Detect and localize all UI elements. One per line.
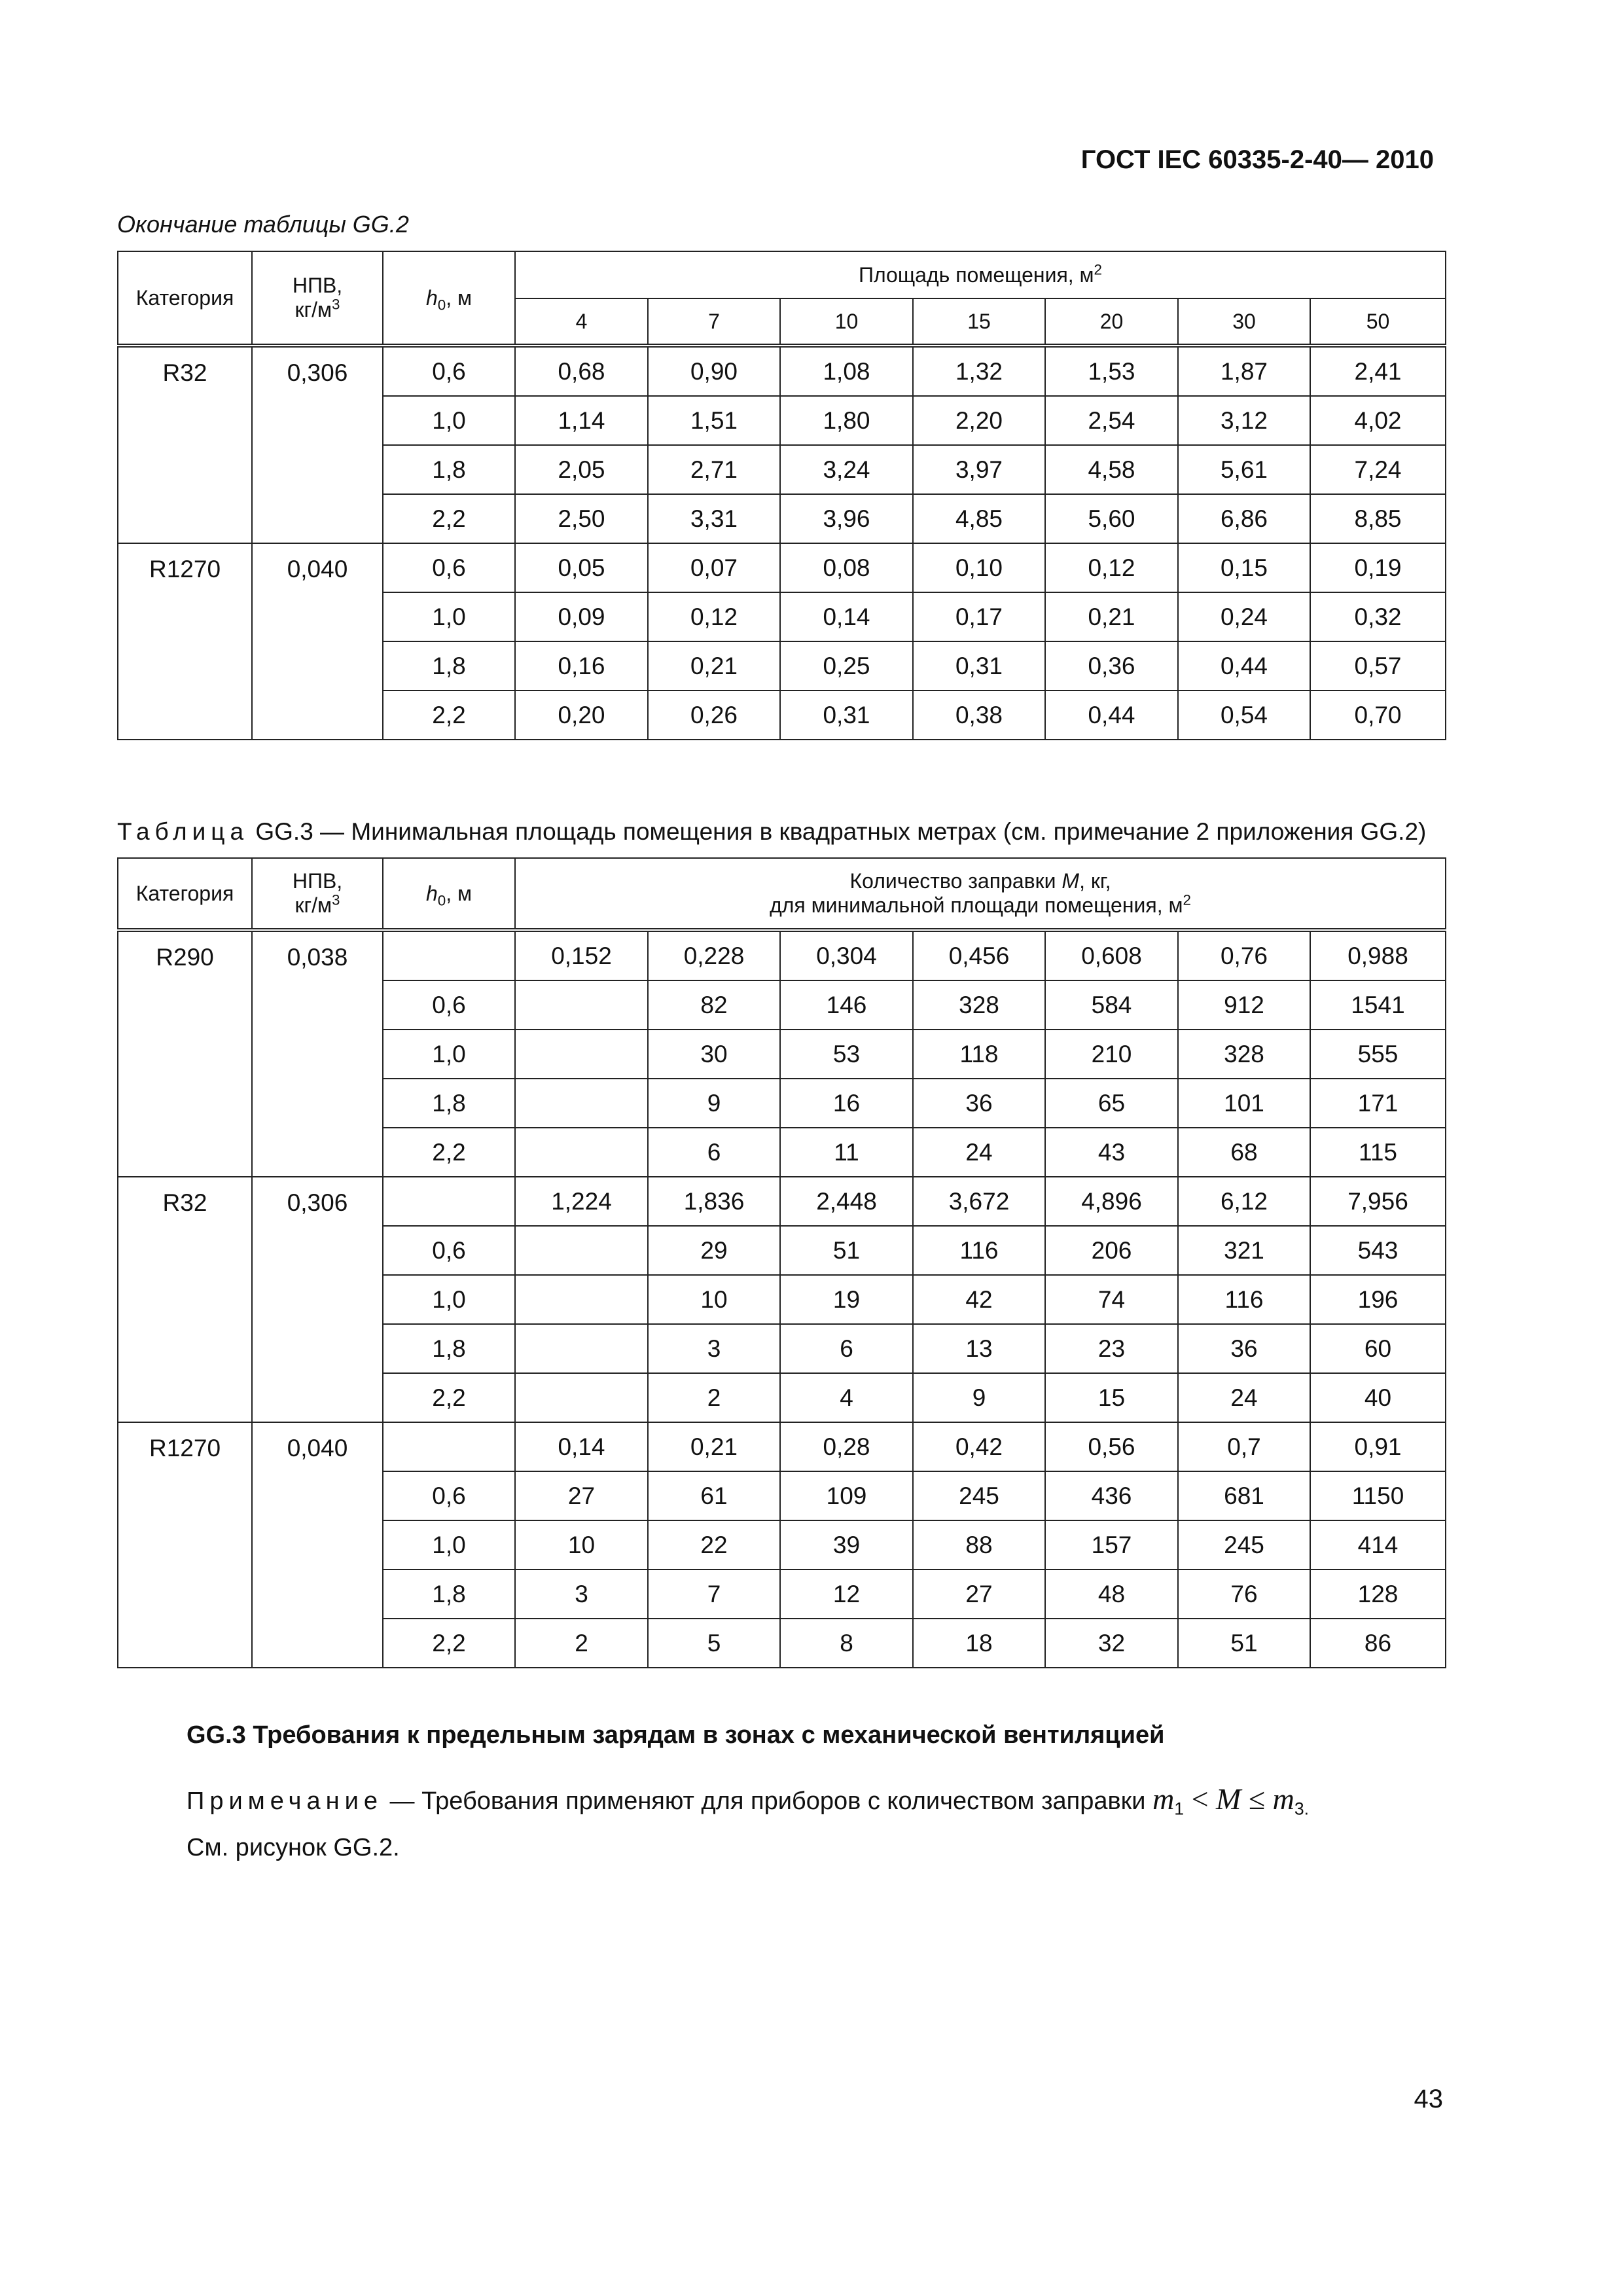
lfl-cell: 0,306	[252, 346, 383, 543]
height-cell: 1,8	[383, 1570, 515, 1619]
area-value-cell	[515, 980, 648, 1030]
charge-cell: 0,42	[913, 1422, 1045, 1471]
value-cell: 1,32	[913, 346, 1045, 396]
value-cell: 4,02	[1310, 396, 1446, 445]
value-cell: 0,05	[515, 543, 648, 592]
height-cell: 0,6	[383, 980, 515, 1030]
col-lfl-header	[252, 858, 383, 930]
value-cell: 0,14	[780, 592, 913, 641]
see-figure-link: См. рисунок GG.2.	[187, 1834, 400, 1861]
area-value-cell: 23	[1045, 1324, 1178, 1373]
charge-cell: 0,456	[913, 930, 1045, 980]
value-cell: 2,41	[1310, 346, 1446, 396]
section-title: GG.3 Требования к предельным зарядам в зонах с механической вентиляцией	[187, 1721, 1165, 1749]
h-subscript: 0	[437, 891, 446, 908]
value-cell: 5,61	[1178, 445, 1310, 494]
value-cell: 0,31	[780, 691, 913, 740]
value-cell: 4,58	[1045, 445, 1178, 494]
area-value-cell: 60	[1310, 1324, 1446, 1373]
area-value-cell: 436	[1045, 1471, 1178, 1520]
lfl-cell: 0,038	[252, 930, 383, 1177]
category-cell: R290	[118, 930, 252, 1177]
value-cell: 0,44	[1178, 641, 1310, 691]
note-text: — Требования применяют для приборов с количеством заправки	[382, 1787, 1153, 1815]
area-value-cell: 206	[1045, 1226, 1178, 1275]
area-value-cell: 65	[1045, 1079, 1178, 1128]
category-cell: R32	[118, 346, 252, 543]
height-cell-empty	[383, 1177, 515, 1226]
value-cell: 1,80	[780, 396, 913, 445]
math-lt: <	[1184, 1782, 1217, 1816]
lfl-label: НПВ,	[292, 274, 343, 297]
area-group-label: Площадь помещения, м	[859, 262, 1094, 287]
value-cell: 0,25	[780, 641, 913, 691]
area-value-cell: 555	[1310, 1030, 1446, 1079]
value-cell: 0,10	[913, 543, 1045, 592]
value-cell: 0,70	[1310, 691, 1446, 740]
note	[187, 1782, 1310, 1819]
value-cell: 0,07	[648, 543, 780, 592]
table2-caption-prefix: Таблица	[117, 818, 249, 845]
charge-cell: 0,56	[1045, 1422, 1178, 1471]
lfl-unit: кг/м	[294, 298, 332, 321]
area-value-cell: 414	[1310, 1520, 1446, 1570]
charge-cell: 4,896	[1045, 1177, 1178, 1226]
value-cell: 2,20	[913, 396, 1045, 445]
height-cell: 1,0	[383, 592, 515, 641]
area-value-cell: 2	[648, 1373, 780, 1422]
math-le: ≤	[1241, 1782, 1273, 1816]
value-cell: 0,17	[913, 592, 1045, 641]
area-value-cell: 196	[1310, 1275, 1446, 1324]
table-gg3	[117, 857, 1446, 1668]
col-lfl-header	[252, 251, 383, 346]
value-cell: 1,08	[780, 346, 913, 396]
value-cell: 8,85	[1310, 494, 1446, 543]
charge-cell: 0,14	[515, 1422, 648, 1471]
table-row	[118, 543, 1446, 592]
value-cell: 4,85	[913, 494, 1045, 543]
table-row	[118, 1422, 1446, 1471]
area-value-cell: 109	[780, 1471, 913, 1520]
document-id: ГОСТ IEC 60335-2-40— 2010	[1080, 145, 1434, 174]
area-value-cell: 27	[515, 1471, 648, 1520]
area-value-cell	[515, 1030, 648, 1079]
height-cell: 1,0	[383, 1030, 515, 1079]
area-column-header: 7	[648, 298, 780, 346]
value-cell: 0,12	[1045, 543, 1178, 592]
area-value-cell: 3	[515, 1570, 648, 1619]
height-cell: 2,2	[383, 691, 515, 740]
area-value-cell: 3	[648, 1324, 780, 1373]
charge-cell: 0,28	[780, 1422, 913, 1471]
area-value-cell: 76	[1178, 1570, 1310, 1619]
value-cell: 2,71	[648, 445, 780, 494]
table2-caption-text: GG.3 — Минимальная площадь помещения в квадратных метрах (см. примечание 2 приложения GG.2)	[249, 818, 1427, 845]
math-m3: m	[1272, 1782, 1294, 1816]
value-cell: 0,57	[1310, 641, 1446, 691]
h-symbol: h	[425, 285, 438, 310]
area-value-cell: 18	[913, 1619, 1045, 1668]
category-cell: R32	[118, 1177, 252, 1422]
area-column-header: 30	[1178, 298, 1310, 346]
lfl-cell: 0,040	[252, 1422, 383, 1668]
area-value-cell	[515, 1079, 648, 1128]
area-value-cell: 68	[1178, 1128, 1310, 1177]
area-header-sup: 2	[1183, 891, 1191, 908]
height-cell: 1,8	[383, 1324, 515, 1373]
area-value-cell: 74	[1045, 1275, 1178, 1324]
area-value-cell: 1150	[1310, 1471, 1446, 1520]
table1-caption: Окончание таблицы GG.2	[117, 211, 409, 238]
height-cell: 0,6	[383, 543, 515, 592]
h-symbol: h	[425, 881, 438, 905]
value-cell: 0,31	[913, 641, 1045, 691]
area-value-cell	[515, 1324, 648, 1373]
value-cell: 0,08	[780, 543, 913, 592]
area-value-cell: 61	[648, 1471, 780, 1520]
charge-cell: 1,836	[648, 1177, 780, 1226]
value-cell: 0,26	[648, 691, 780, 740]
height-cell: 1,8	[383, 641, 515, 691]
area-value-cell: 22	[648, 1520, 780, 1570]
value-cell: 0,19	[1310, 543, 1446, 592]
area-header-text: для минимальной площади помещения, м	[770, 893, 1183, 917]
value-cell: 0,24	[1178, 592, 1310, 641]
table-row	[118, 1177, 1446, 1226]
page-number: 43	[1414, 2085, 1443, 2113]
area-value-cell: 116	[913, 1226, 1045, 1275]
value-cell: 0,68	[515, 346, 648, 396]
area-value-cell: 32	[1045, 1619, 1178, 1668]
area-value-cell: 48	[1045, 1570, 1178, 1619]
area-value-cell: 43	[1045, 1128, 1178, 1177]
value-cell: 1,51	[648, 396, 780, 445]
area-value-cell: 128	[1310, 1570, 1446, 1619]
area-value-cell: 10	[515, 1520, 648, 1570]
lfl-unit-sup: 3	[332, 296, 340, 313]
area-column-header: 15	[913, 298, 1045, 346]
height-cell: 1,8	[383, 1079, 515, 1128]
category-cell: R1270	[118, 1422, 252, 1668]
value-cell: 7,24	[1310, 445, 1446, 494]
height-cell-empty	[383, 1422, 515, 1471]
area-value-cell: 543	[1310, 1226, 1446, 1275]
charge-cell: 0,21	[648, 1422, 780, 1471]
area-value-cell: 321	[1178, 1226, 1310, 1275]
area-value-cell: 9	[913, 1373, 1045, 1422]
area-value-cell: 9	[648, 1079, 780, 1128]
charge-cell: 0,76	[1178, 930, 1310, 980]
area-value-cell: 82	[648, 980, 780, 1030]
charge-cell: 0,988	[1310, 930, 1446, 980]
height-cell: 2,2	[383, 1373, 515, 1422]
h-unit: , м	[446, 881, 473, 905]
area-value-cell: 4	[780, 1373, 913, 1422]
height-cell: 1,0	[383, 1275, 515, 1324]
height-cell: 2,2	[383, 1128, 515, 1177]
area-value-cell: 29	[648, 1226, 780, 1275]
area-value-cell	[515, 1275, 648, 1324]
area-value-cell: 6	[648, 1128, 780, 1177]
area-value-cell: 12	[780, 1570, 913, 1619]
value-cell: 0,20	[515, 691, 648, 740]
area-value-cell: 8	[780, 1619, 913, 1668]
charge-cell: 1,224	[515, 1177, 648, 1226]
lfl-label: НПВ,	[292, 869, 343, 893]
value-cell: 2,05	[515, 445, 648, 494]
value-cell: 1,87	[1178, 346, 1310, 396]
value-cell: 0,21	[1045, 592, 1178, 641]
area-value-cell: 118	[913, 1030, 1045, 1079]
table2-caption	[117, 818, 1426, 846]
value-cell: 0,38	[913, 691, 1045, 740]
area-value-cell: 53	[780, 1030, 913, 1079]
table-gg2-end	[117, 251, 1446, 740]
height-cell: 2,2	[383, 1619, 515, 1668]
area-value-cell: 116	[1178, 1275, 1310, 1324]
area-value-cell: 912	[1178, 980, 1310, 1030]
area-value-cell: 13	[913, 1324, 1045, 1373]
col-category-header: Категория	[118, 251, 252, 346]
charge-cell: 0,7	[1178, 1422, 1310, 1471]
area-value-cell: 86	[1310, 1619, 1446, 1668]
area-column-header: 50	[1310, 298, 1446, 346]
value-cell: 0,32	[1310, 592, 1446, 641]
area-value-cell: 328	[1178, 1030, 1310, 1079]
lfl-cell: 0,306	[252, 1177, 383, 1422]
charge-cell: 2,448	[780, 1177, 913, 1226]
area-value-cell: 15	[1045, 1373, 1178, 1422]
area-value-cell: 30	[648, 1030, 780, 1079]
area-value-cell: 1541	[1310, 980, 1446, 1030]
area-value-cell: 115	[1310, 1128, 1446, 1177]
lfl-cell: 0,040	[252, 543, 383, 740]
height-cell: 2,2	[383, 494, 515, 543]
height-cell: 0,6	[383, 346, 515, 396]
charge-unit: , кг,	[1079, 869, 1111, 893]
value-cell: 0,12	[648, 592, 780, 641]
area-value-cell: 42	[913, 1275, 1045, 1324]
charge-cell: 0,228	[648, 930, 780, 980]
table-row	[118, 346, 1446, 396]
area-value-cell: 27	[913, 1570, 1045, 1619]
height-cell: 0,6	[383, 1226, 515, 1275]
height-cell: 0,6	[383, 1471, 515, 1520]
charge-cell: 3,672	[913, 1177, 1045, 1226]
area-value-cell: 7	[648, 1570, 780, 1619]
col-height-header	[383, 251, 515, 346]
value-cell: 3,97	[913, 445, 1045, 494]
height-cell: 1,8	[383, 445, 515, 494]
table-row	[118, 930, 1446, 980]
area-value-cell	[515, 1226, 648, 1275]
area-value-cell: 157	[1045, 1520, 1178, 1570]
value-cell: 0,54	[1178, 691, 1310, 740]
math-m1: m	[1152, 1782, 1175, 1816]
value-cell: 3,31	[648, 494, 780, 543]
area-value-cell	[515, 1373, 648, 1422]
col-height-header	[383, 858, 515, 930]
value-cell: 2,50	[515, 494, 648, 543]
area-group-sup: 2	[1094, 260, 1102, 278]
area-value-cell: 146	[780, 980, 913, 1030]
area-value-cell: 11	[780, 1128, 913, 1177]
value-cell: 1,14	[515, 396, 648, 445]
h-unit: , м	[446, 285, 473, 310]
area-value-cell: 5	[648, 1619, 780, 1668]
area-value-cell: 51	[1178, 1619, 1310, 1668]
charge-cell: 0,152	[515, 930, 648, 980]
charge-symbol: M	[1061, 869, 1080, 893]
value-cell: 0,21	[648, 641, 780, 691]
value-cell: 0,16	[515, 641, 648, 691]
area-value-cell: 2	[515, 1619, 648, 1668]
value-cell: 3,24	[780, 445, 913, 494]
height-cell-empty	[383, 930, 515, 980]
area-value-cell: 6	[780, 1324, 913, 1373]
charge-cell: 0,608	[1045, 930, 1178, 980]
area-value-cell: 210	[1045, 1030, 1178, 1079]
area-value-cell: 19	[780, 1275, 913, 1324]
area-column-header: 4	[515, 298, 648, 346]
category-cell: R1270	[118, 543, 252, 740]
area-value-cell: 10	[648, 1275, 780, 1324]
area-column-header: 10	[780, 298, 913, 346]
col-category-header: Категория	[118, 858, 252, 930]
area-value-cell: 328	[913, 980, 1045, 1030]
note-label: Примечание	[187, 1787, 383, 1815]
math-M: M	[1216, 1782, 1241, 1816]
value-cell: 5,60	[1045, 494, 1178, 543]
area-value-cell: 39	[780, 1520, 913, 1570]
math-m3-sub: 3.	[1294, 1799, 1310, 1819]
value-cell: 0,15	[1178, 543, 1310, 592]
area-column-header: 20	[1045, 298, 1178, 346]
area-value-cell: 681	[1178, 1471, 1310, 1520]
value-cell: 2,54	[1045, 396, 1178, 445]
charge-cell: 0,91	[1310, 1422, 1446, 1471]
charge-cell: 6,12	[1178, 1177, 1310, 1226]
charge-cell: 7,956	[1310, 1177, 1446, 1226]
value-cell: 0,90	[648, 346, 780, 396]
area-value-cell: 24	[1178, 1373, 1310, 1422]
area-group-header	[515, 251, 1446, 298]
height-cell: 1,0	[383, 1520, 515, 1570]
value-cell: 6,86	[1178, 494, 1310, 543]
h-subscript: 0	[437, 296, 446, 313]
area-value-cell: 245	[913, 1471, 1045, 1520]
area-value-cell: 36	[913, 1079, 1045, 1128]
area-value-cell: 24	[913, 1128, 1045, 1177]
area-value-cell	[515, 1128, 648, 1177]
value-cell: 3,12	[1178, 396, 1310, 445]
charge-header-text: Количество заправки	[849, 869, 1062, 893]
math-m1-sub: 1	[1174, 1799, 1185, 1819]
area-value-cell: 16	[780, 1079, 913, 1128]
value-cell: 0,09	[515, 592, 648, 641]
area-value-cell: 51	[780, 1226, 913, 1275]
lfl-unit-sup: 3	[332, 891, 340, 908]
value-cell: 0,44	[1045, 691, 1178, 740]
area-value-cell: 88	[913, 1520, 1045, 1570]
value-cell: 0,36	[1045, 641, 1178, 691]
lfl-unit: кг/м	[294, 893, 332, 917]
area-value-cell: 171	[1310, 1079, 1446, 1128]
value-cell: 3,96	[780, 494, 913, 543]
area-value-cell: 36	[1178, 1324, 1310, 1373]
height-cell: 1,0	[383, 396, 515, 445]
area-value-cell: 40	[1310, 1373, 1446, 1422]
area-value-cell: 245	[1178, 1520, 1310, 1570]
charge-cell: 0,304	[780, 930, 913, 980]
area-value-cell: 101	[1178, 1079, 1310, 1128]
charge-group-header	[515, 858, 1446, 930]
area-value-cell: 584	[1045, 980, 1178, 1030]
value-cell: 1,53	[1045, 346, 1178, 396]
